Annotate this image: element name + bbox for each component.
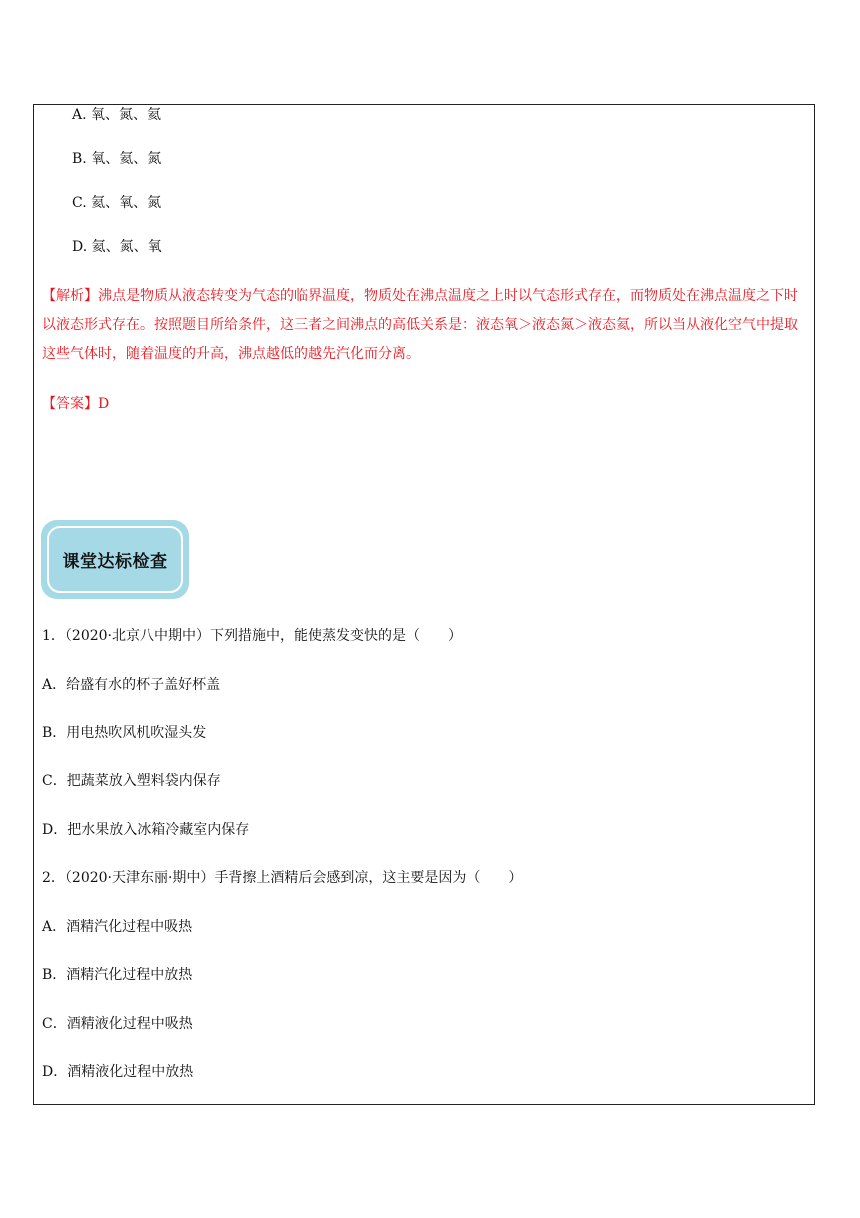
question-2-option-a: A．酒精汽化过程中吸热 — [42, 919, 193, 935]
question-1-option-a: A．给盛有水的杯子盖好杯盖 — [42, 677, 221, 693]
option-c: C. 氦、氧、氮 — [72, 195, 162, 211]
answer-value: D — [98, 396, 110, 412]
question-1-stem: 1．（2020·北京八中期中）下列措施中，能使蒸发变快的是（ ） — [42, 628, 462, 644]
analysis-tag: 【解析】 — [42, 288, 98, 304]
question-1-option-d: D．把水果放入冰箱冷藏室内保存 — [42, 822, 250, 838]
question-1-option-c: C．把蔬菜放入塑料袋内保存 — [42, 773, 221, 789]
question-2-stem: 2．（2020·天津东丽·期中）手背擦上酒精后会感到凉，这主要是因为（ ） — [42, 870, 523, 886]
option-b: B. 氧、氦、氮 — [72, 151, 162, 167]
question-2-option-c: C．酒精液化过程中吸热 — [42, 1016, 193, 1032]
option-a: A. 氧、氮、氦 — [72, 107, 162, 123]
question-1-option-b: B．用电热吹风机吹湿头发 — [42, 725, 207, 741]
answer-tag: 【答案】 — [42, 396, 98, 412]
section-badge — [47, 526, 183, 593]
answer-line — [42, 394, 109, 414]
analysis-text: 沸点是物质从液态转变为气态的临界温度，物质处在沸点温度之上时以气态形式存在，而物质处在沸点温度之下时以液态形式存在。按照题目所给条件，这三者之间沸点的高低关系是：液态氧＞液态氮＞液态氦，所以当从液化空气中提取这些气体时，随着温度的升高，沸点越低的越先汽化而分离。 — [42, 288, 798, 362]
question-2-option-b: B．酒精汽化过程中放热 — [42, 967, 193, 983]
section-badge-title: 课堂达标检查 — [62, 552, 168, 572]
option-d: D. 氦、氮、氧 — [72, 239, 162, 255]
question-2-option-d: D．酒精液化过程中放热 — [42, 1064, 194, 1080]
analysis-paragraph — [42, 282, 810, 369]
